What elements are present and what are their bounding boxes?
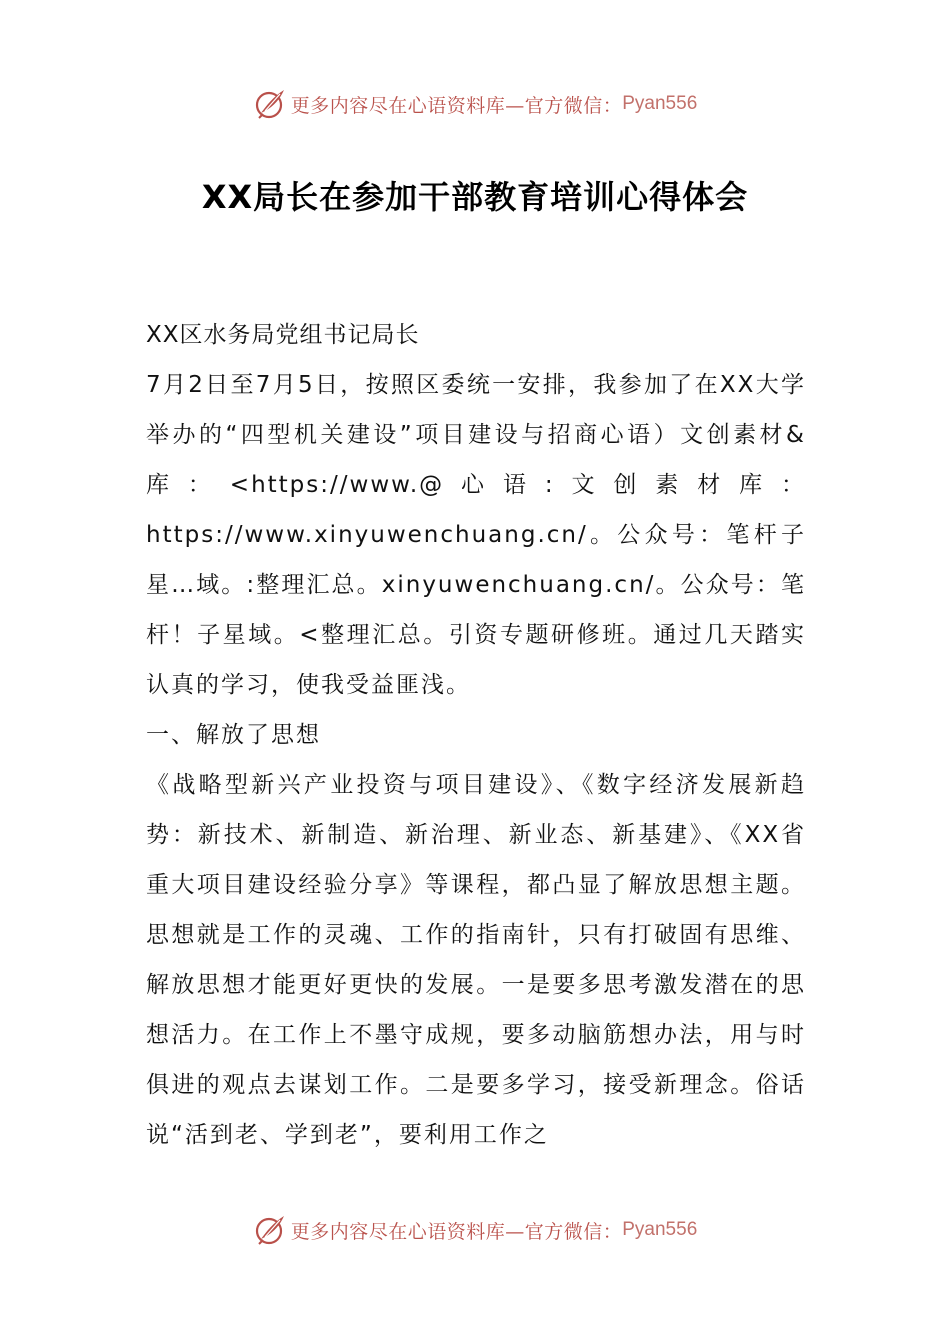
footer-banner [0,1210,950,1250]
quill-logo-icon [253,1213,287,1247]
paragraph-intro: 7月2日至7月5日，按照区委统一安排，我参加了在XX大学举办的“四型机关建设”项目建设与招商心语）文创素材&库：<https://www.@心语:文创素材库：https://www.xinyuwenchuang.cn/。公众号：笔杆子星…域。:整理汇总。xinyuwenchuang.cn/。公众号：笔杆！子星域。<整理汇总。引资专题研修班。通过几天踏实认真的学习，使我受益匪浅。 [146,372,806,698]
header-banner [0,84,950,124]
banner-text: 更多内容尽在心语资料库—官方微信： [290,1220,623,1243]
document-body [146,310,806,1160]
banner-wechat-id: Pyan556 [622,1219,698,1240]
author-line: XX区水务局党组书记局长 [146,322,420,348]
quill-logo-icon [253,87,287,121]
banner-text: 更多内容尽在心语资料库—官方微信： [290,94,623,117]
document-title: XX局长在参加干部教育培训心得体会 [201,178,749,216]
banner-wechat-id: Pyan556 [622,93,698,114]
section-heading: 一、解放了思想 [146,722,321,748]
paragraph-section-one: 《战略型新兴产业投资与项目建设》、《数字经济发展新趋势：新技术、新制造、新治理、新业态、新基建》、《XX省重大项目建设经验分享》等课程，都凸显了解放思想主题。思想就是工作的灵魂、工作的指南针，只有打破固有思维、解放思想才能更好更快的发展。一是要多思考激发潜在的思想活力。在工作上不墨守成规，要多动脑筋想办法，用与时俱进的观点去谋划工作。二是要多学习，接受新理念。俗话说“活到老、学到老”，要利用工作之 [146,772,806,1148]
